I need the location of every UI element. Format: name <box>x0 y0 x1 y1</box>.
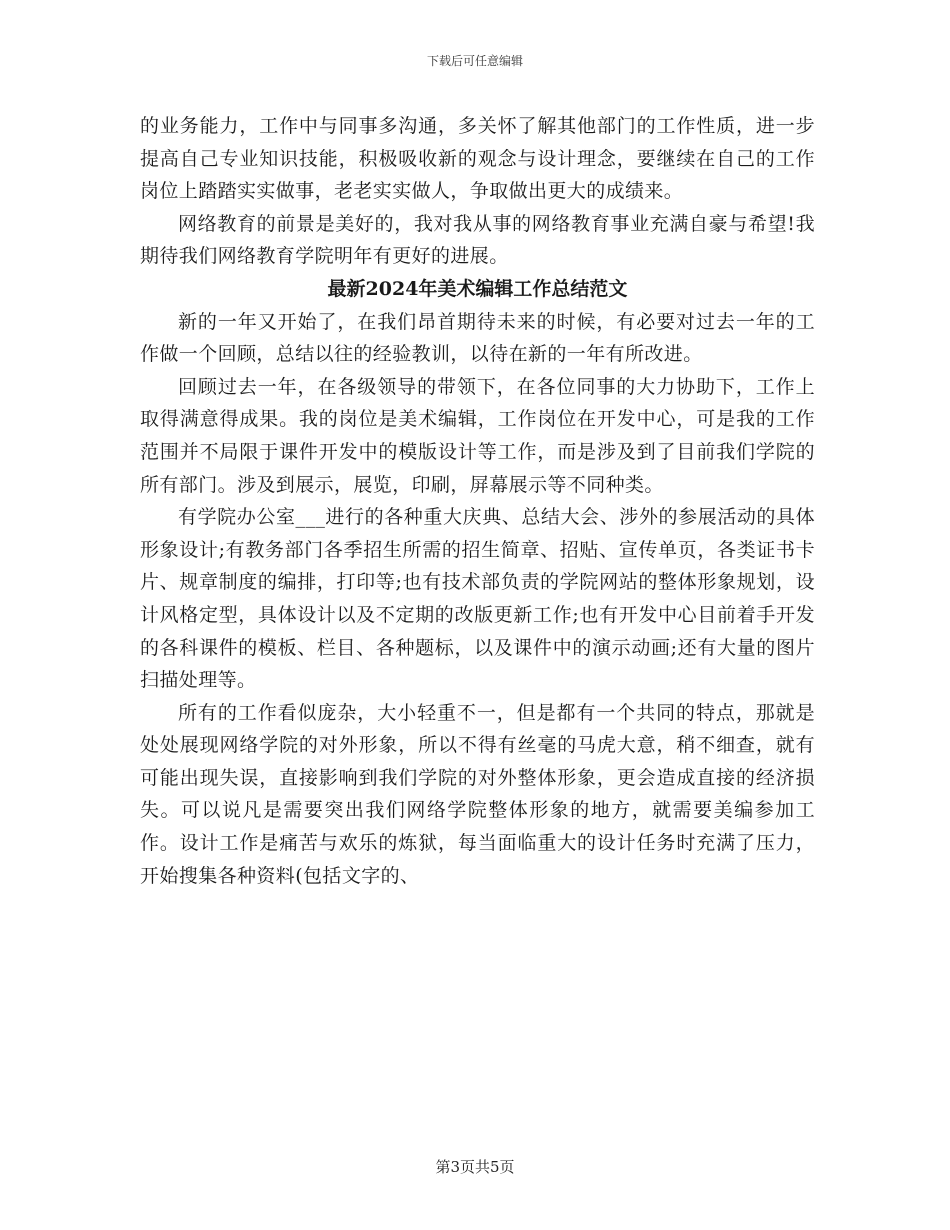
paragraph-departments: 有学院办公室___进行的各种重大庆典、总结大会、涉外的参展活动的具体形象设计;有教务部门各季招生所需的招生简章、招贴、宣传单页，各类证书卡片、规章制度的编排，打印等;也有技术部负责的学院网站的整体形象规划，设计风格定型，具体设计以及不定期的改版更新工作;也有开发中心目前着手开发的各科课件的模板、栏目、各种题标，以及课件中的演示动画;还有大量的图片扫描处理等。 <box>140 506 815 692</box>
section-title: 最新2024年美术编辑工作总结范文 <box>327 277 628 300</box>
paragraph-review: 回顾过去一年，在各级领导的带领下，在各位同事的大力协助下，工作上取得满意得成果。我的岗位是美术编辑，工作岗位在开发中心，可是我的工作范围并不局限于课件开发中的模版设计等工作，而是涉及到了目前我们学院的所有部门。涉及到展示，展览，印刷，屏幕展示等不同种类。 <box>140 375 815 496</box>
paragraph-continuation: 的业务能力，工作中与同事多沟通，多关怀了解其他部门的工作性质，进一步提高自己专业知识技能，积极吸收新的观念与设计理念，要继续在自己的工作岗位上踏踏实实做事，老老实实做人，争取做出更大的成绩来。 <box>140 115 815 203</box>
paragraph-characteristics: 所有的工作看似庞杂，大小轻重不一，但是都有一个共同的特点，那就是处处展现网络学院的对外形象，所以不得有丝毫的马虎大意，稍不细查，就有可能出现失误，直接影响到我们学院的对外整体形象，更会造成直接的经济损失。可以说凡是需要突出我们网络学院整体形象的地方，就需要美编参加工作。设计工作是痛苦与欢乐的炼狱，每当面临重大的设计任务时充满了压力，开始搜集各种资料(包括文字的、 <box>140 701 815 887</box>
page-header: 下载后可任意编辑 <box>426 54 523 68</box>
document-body <box>140 110 815 892</box>
paragraph-intro: 新的一年又开始了，在我们昂首期待未来的时候，有必要对过去一年的工作做一个回顾，总结以往的经验教训，以待在新的一年有所改进。 <box>140 310 815 366</box>
page-number: 第3页共5页 <box>435 1158 515 1176</box>
paragraph-outlook: 网络教育的前景是美好的，我对我从事的网络教育事业充满自豪与希望!我期待我们网络教育学院明年有更好的进展。 <box>140 212 815 268</box>
